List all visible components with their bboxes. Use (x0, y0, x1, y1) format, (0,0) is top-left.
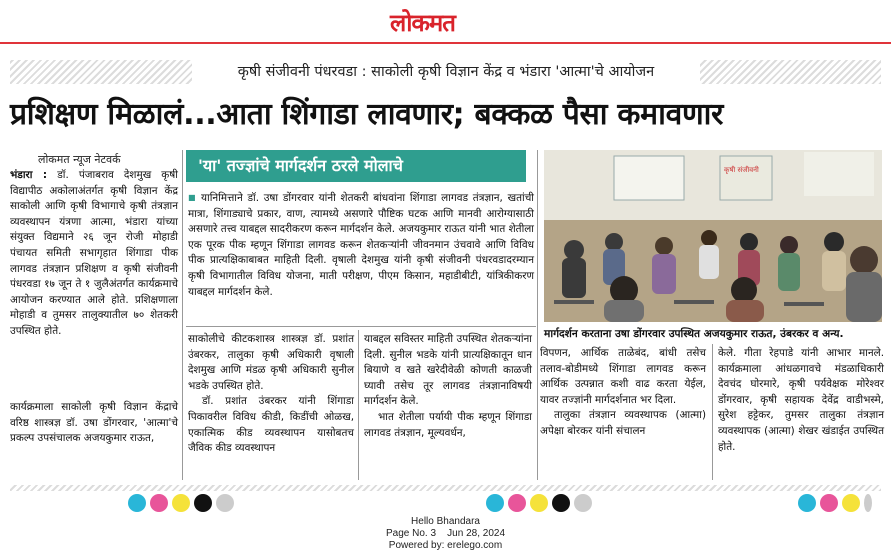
footer-page-line (0, 528, 891, 540)
yellow-dot (172, 494, 190, 512)
column-divider (712, 344, 713, 480)
subhead: 'या' तज्ज्ञांचे मार्गदर्शन ठरले मोलाचे (186, 150, 526, 182)
byline: लोकमत न्यूज नेटवर्क (38, 153, 121, 166)
article-column-2 (188, 332, 354, 457)
expert-box (188, 190, 534, 300)
column-5-text: केले. गीता रेहपाडे यांनी आभार मानले. कार्यक्रमाला आंधळगावचे मंडळाधिकारी देवचंद घोरमारे, कृषी पर्यवेक्षक मोरेश्वर डोंगरवार, कृषी सहायक देवेंद्र वाडीभस्मे, सुरेश हट्टेकर, तुमसर तालुका तंत्रज्ञान व्यवस्थापक (आत्मा) शेखर खंडाईत उपस्थित होते. (718, 347, 884, 453)
article-column-5 (718, 346, 884, 455)
registration-marks-center (486, 494, 592, 514)
column-3-text: याबद्दल सविस्तर माहिती उपस्थित शेतकऱ्यांना दिली. सुनील भडके यांनी प्रात्यक्षिकातून धान बियाणे व खते खरेदीवेळी कोणती काळजी घ्यावी तसेच तूर लागवड तंत्रज्ञानाविषयी मार्गदर्शन केले. (364, 333, 532, 408)
article-column-1 (10, 168, 178, 340)
column-4-text: विपणन, आर्थिक ताळेबंद, बांधी तसेच तलाव-बोडीमध्ये शिंगाडा लागवड करून आर्थिक उत्पन्नात कशी वाढ करता येईल, यावर तज्ज्ञांनी मार्गदर्शनात भर दिला. (540, 347, 706, 406)
column-1-text: डॉ. पंजाबराव देशमुख कृषी विद्यापीठ अकोलाअंतर्गत कृषी विज्ञान केंद्र साकोली आणि कृषी विभागाचे कृषी तंत्रज्ञान व्यवस्थापन यंत्रणा आत्मा, भंडारा यांच्या संयुक्त विद्यमाने २६ जून रोजी मोहाडी पंचायत समिती सभागृहात शिंगाडा पीक लागवड तंत्रज्ञान प्रशिक्षण व कृषी संजीवनी पंधरवडा १७ जून ते १ जुलैअंतर्गत कार्यक्रमाचे आयोजन करण्यात आले होते. प्रशिक्षणाला मोहाडी व तुमसर तालुक्यातील ७० शेतकरी उपस्थित होते. (10, 169, 178, 337)
footer-date: Jun 28, 2024 (447, 528, 505, 539)
page-footer (0, 516, 891, 552)
powered-by-link[interactable]: Powered by: erelego.com (388, 540, 503, 551)
expert-box-text: ■ यानिमित्ताने डॉ. उषा डोंगरवार यांनी शेतकरी बांधवांना शिंगाडा लागवड तंत्रज्ञान, खतांची मात्रा, शिंगाड्याचे प्रकार, वाण, त्यामध्ये असणारे पौष्टिक घटक आणि मानवी आरोग्यासाठी असणारे तत्त्व याबद्दल सादरीकरण करून मार्गदर्शन केले. अजयकुमार राऊत यांनी भात शेतीला एक पूरक पीक म्हणून शिंगाडा लागवड करून शेतकऱ्यांनी जीवनमान उंचवावे आणि विविध पीक प्रात्यक्षिकाबाबत माहिती दिली. वृषाली देशमुख यांनी कृषी संजीवनी पंधरवडादरम्यान कृषी विभागातील विविध योजना, माती परीक्षण, पीएम किसान, महाडीबीटी, यांत्रिकीकरण याबद्दल मार्गदर्शन केले. (188, 190, 534, 300)
grey-dot (574, 494, 592, 512)
registration-marks-right (798, 494, 872, 514)
grey-dot (216, 494, 234, 512)
column-4-para2: तालुका तंत्रज्ञान व्यवस्थापक (आत्मा) अपेक्षा बोरकर यांनी संचालन (540, 409, 706, 437)
grey-dot (864, 494, 872, 512)
masthead (0, 0, 891, 44)
column-divider (358, 330, 359, 480)
column-divider (182, 150, 183, 480)
kicker: कृषी संजीवनी पंधरवडा : साकोली कृषी विज्ञान केंद्र व भंडारा 'आत्मा'चे आयोजन (192, 60, 700, 84)
column-2-para2: डॉ. प्रशांत उंबरकर यांनी शिंगाडा पिकावरील विविध कीडी, किडींची ओळख, एकात्मिक कीड व्यवस्थापन यासोबतच जैविक कीड व्यवस्थापन (188, 395, 354, 455)
article-column-3 (364, 332, 532, 441)
footer-edition: Hello Bhandara (411, 516, 480, 527)
section-divider (186, 326, 536, 327)
event-photo (544, 150, 882, 322)
magenta-dot (150, 494, 168, 512)
column-2-text: साकोलीचे कीटकशास्त्र शास्त्रज्ञ डॉ. प्रशांत उंबरकर, तालुका कृषी अधिकारी वृषाली देशमुख आणि मंडळ कृषी अधिकारी सुनील भडके उपस्थित होते. (188, 333, 354, 392)
yellow-dot (842, 494, 860, 512)
event-photo-illustration (544, 150, 882, 322)
registration-marks-left (128, 494, 234, 514)
column-divider (537, 150, 538, 480)
footer-page: Page No. 3 (386, 528, 437, 539)
footer-powered[interactable] (0, 540, 891, 552)
photo-caption: मार्गदर्शन करताना उषा डोंगरवार उपस्थित अजयकुमार राऊत, उंबरकर व अन्य. (544, 328, 844, 340)
yellow-dot (530, 494, 548, 512)
black-dot (552, 494, 570, 512)
column-1-para2: कार्यक्रमाला साकोली कृषी विज्ञान केंद्राचे वरिष्ठ शास्त्रज्ञ डॉ. उषा डोंगरवार, 'आत्मा'चे प्रकल्प उपसंचालक अजयकुमार राऊत, (10, 401, 178, 445)
magenta-dot (820, 494, 838, 512)
bottom-rule (10, 485, 881, 491)
black-dot (194, 494, 212, 512)
article-column-1-para2 (10, 400, 178, 447)
cyan-dot (128, 494, 146, 512)
article-column-4 (540, 346, 706, 440)
headline: प्रशिक्षण मिळालं...आता शिंगाडा लावणार; बक्कळ पैसा कमावणार (10, 97, 724, 132)
cyan-dot (486, 494, 504, 512)
dateline: भंडारा : (10, 169, 48, 181)
cyan-dot (798, 494, 816, 512)
photo-banner-text: कृषी संजीवनी (724, 166, 759, 174)
column-3-para2: भात शेतीला पर्यायी पीक म्हणून शिंगाडा लागवड तंत्रज्ञान, मूल्यवर्धन, (364, 410, 532, 439)
lokmat-logo: लोकमत (390, 9, 455, 37)
magenta-dot (508, 494, 526, 512)
